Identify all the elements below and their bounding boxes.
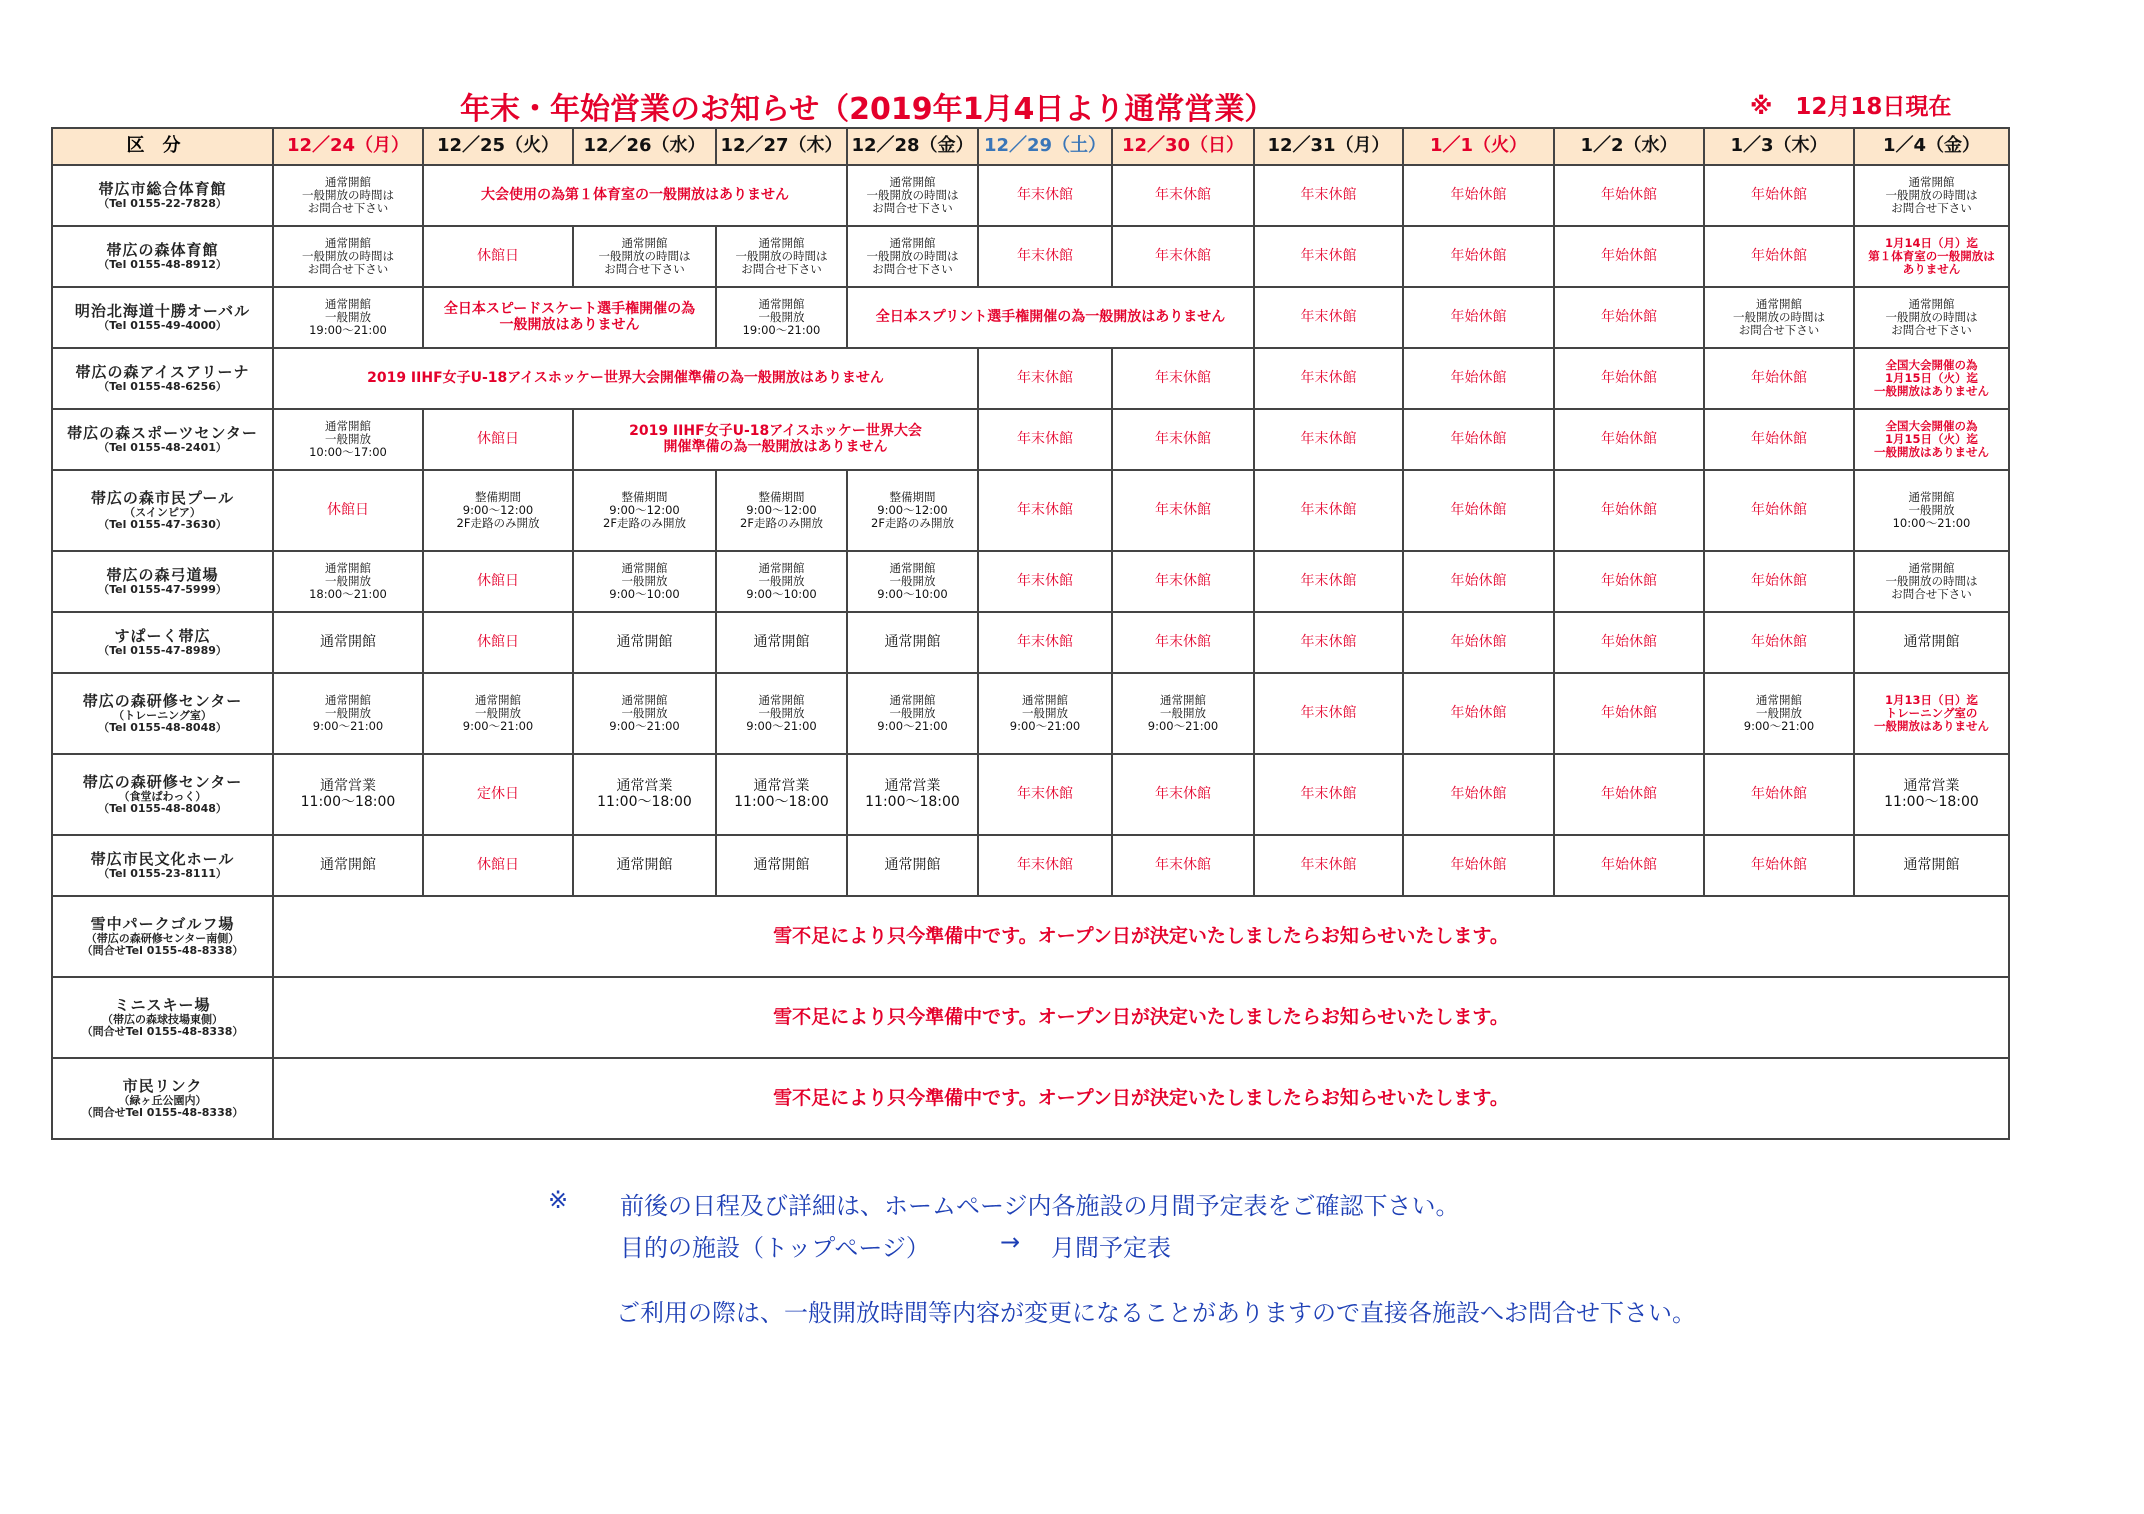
facility-phone: （Tel 0155-47-5999） (98, 582, 227, 596)
status-cell: 全日本スプリント選手権開催の為一般開放はありません (847, 287, 1254, 348)
status-cell: 年始休館 (1403, 551, 1554, 612)
footer-arrow: → (1000, 1228, 1021, 1256)
status-cell: 年始休館 (1403, 165, 1554, 226)
status-cell: 年末休館 (1112, 165, 1254, 226)
status-cell: 通常開館 一般開放の時間は お問合せ下さい (1854, 165, 2009, 226)
status-cell: 通常開館 一般開放 9:00～10:00 (847, 551, 978, 612)
status-cell: 全日本スピードスケート選手権開催の為 一般開放はありません (423, 287, 716, 348)
status-cell: 通常開館 一般開放 9:00～21:00 (978, 673, 1112, 754)
facility-cell (52, 754, 273, 835)
status-cell: 休館日 (423, 551, 573, 612)
status-cell: 整備期間 9:00～12:00 2F走路のみ開放 (423, 470, 573, 551)
status-cell: 年始休館 (1403, 348, 1554, 409)
status-cell: 年始休館 (1403, 409, 1554, 470)
status-cell: 年始休館 (1704, 470, 1854, 551)
status-cell: 通常営業 11:00～18:00 (716, 754, 847, 835)
status-cell: 通常開館 一般開放 9:00～21:00 (423, 673, 573, 754)
table-row (52, 1058, 2009, 1139)
status-cell: 年始休館 (1554, 165, 1704, 226)
footer-note-mark: ※ (548, 1186, 569, 1214)
facility-subtitle: （スインピア） (124, 505, 201, 519)
status-cell: 年末休館 (1254, 612, 1403, 673)
status-cell: 全国大会開催の為 1月15日（火）迄 一般開放はありません (1854, 409, 2009, 470)
status-cell: 年始休館 (1554, 409, 1704, 470)
status-cell: 通常開館 一般開放 9:00～10:00 (716, 551, 847, 612)
status-cell: 年末休館 (1112, 835, 1254, 896)
status-cell: 2019 IIHF女子U-18アイスホッケー世界大会 開催準備の為一般開放はありません (573, 409, 978, 470)
schedule-table (51, 127, 2010, 1140)
status-cell: 通常営業 11:00～18:00 (1854, 754, 2009, 835)
status-cell: 年始休館 (1403, 754, 1554, 835)
header-date: 12／29（土） (978, 128, 1112, 165)
status-cell: 通常開館 (847, 835, 978, 896)
status-cell: 年始休館 (1403, 673, 1554, 754)
status-cell: 定休日 (423, 754, 573, 835)
status-cell: 年始休館 (1704, 348, 1854, 409)
status-cell: 通常開館 一般開放 9:00～21:00 (716, 673, 847, 754)
facility-cell (52, 551, 273, 612)
status-cell: 通常開館 (1854, 835, 2009, 896)
footer-note-2-right: 月間予定表 (1051, 1234, 1171, 1262)
status-cell: 休館日 (423, 409, 573, 470)
status-cell: 通常開館 一般開放 10:00～17:00 (273, 409, 423, 470)
facility-phone: （問合せTel 0155-48-8338） (81, 943, 244, 957)
status-cell: 年始休館 (1704, 165, 1854, 226)
facility-phone: （Tel 0155-48-8048） (98, 720, 227, 734)
facility-subtitle: （食堂ぱわっく） (118, 789, 207, 803)
header-date: 12／25（火） (423, 128, 573, 165)
status-cell: 休館日 (423, 612, 573, 673)
table-row (52, 896, 2009, 977)
status-cell: 通常開館 一般開放 18:00～21:00 (273, 551, 423, 612)
facility-cell (52, 977, 273, 1058)
footer-note-2-left: 目的の施設（トップページ） (620, 1234, 930, 1262)
facility-phone: （Tel 0155-47-3630） (98, 517, 227, 531)
status-cell: 雪不足により只今準備中です。オープン日が決定いたしましたらお知らせいたします。 (273, 977, 2009, 1058)
status-cell: 通常開館 一般開放の時間は お問合せ下さい (716, 226, 847, 287)
status-cell: 雪不足により只今準備中です。オープン日が決定いたしましたらお知らせいたします。 (273, 896, 2009, 977)
status-cell: 通常開館 (847, 612, 978, 673)
header-row (52, 128, 2009, 165)
facility-phone: （Tel 0155-48-2401） (98, 440, 227, 454)
status-cell: 年始休館 (1554, 226, 1704, 287)
status-cell: 年末休館 (1254, 470, 1403, 551)
status-cell: 年末休館 (1112, 551, 1254, 612)
status-cell: 通常開館 一般開放 10:00～21:00 (1854, 470, 2009, 551)
status-cell: 通常開館 一般開放 9:00～21:00 (573, 673, 716, 754)
status-cell: 年始休館 (1554, 470, 1704, 551)
facility-phone: （Tel 0155-47-8989） (98, 643, 227, 657)
status-cell: 年末休館 (1112, 612, 1254, 673)
facility-phone: （Tel 0155-23-8111） (98, 866, 227, 880)
facility-name: 帯広の森研修センター (82, 691, 243, 710)
footer-note-1: 前後の日程及び詳細は、ホームページ内各施設の月間予定表をご確認下さい。 (620, 1192, 1460, 1220)
header-date: 12／30（日） (1112, 128, 1254, 165)
facility-name: 雪中パークゴルフ場 (90, 914, 235, 933)
facility-phone: （Tel 0155-48-6256） (98, 379, 227, 393)
facility-phone: （Tel 0155-22-7828） (98, 196, 227, 210)
status-cell: 年始休館 (1704, 409, 1854, 470)
status-cell: 1月14日（月）迄 第１体育室の一般開放は ありません (1854, 226, 2009, 287)
status-cell: 年末休館 (978, 754, 1112, 835)
status-cell: 年始休館 (1403, 226, 1554, 287)
header-date: 12／26（水） (573, 128, 716, 165)
status-cell: 通常営業 11:00～18:00 (847, 754, 978, 835)
facility-name: 帯広の森市民プール (90, 488, 235, 507)
facility-phone: （問合せTel 0155-48-8338） (81, 1024, 244, 1038)
facility-name: すぱーく帯広 (114, 626, 211, 645)
status-cell: 通常開館 一般開放 19:00～21:00 (716, 287, 847, 348)
table-row (52, 226, 2009, 287)
status-cell: 年始休館 (1403, 612, 1554, 673)
status-cell: 年末休館 (978, 612, 1112, 673)
status-cell: 通常開館 一般開放の時間は お問合せ下さい (847, 165, 978, 226)
status-cell: 年始休館 (1704, 754, 1854, 835)
status-cell: 年末休館 (1254, 551, 1403, 612)
table-row (52, 287, 2009, 348)
status-cell: 通常開館 一般開放の時間は お問合せ下さい (573, 226, 716, 287)
status-cell: 通常営業 11:00～18:00 (573, 754, 716, 835)
status-cell: 年始休館 (1704, 551, 1854, 612)
status-cell: 年始休館 (1403, 470, 1554, 551)
facility-cell (52, 409, 273, 470)
status-cell: 年末休館 (978, 835, 1112, 896)
table-row (52, 754, 2009, 835)
status-cell: 年始休館 (1704, 835, 1854, 896)
status-cell: 年始休館 (1554, 551, 1704, 612)
as-of-date: ※ 12月18日現在 (1750, 94, 1952, 120)
header-date: 1／3（木） (1704, 128, 1854, 165)
facility-name: 帯広市民文化ホール (90, 849, 235, 868)
status-cell: 年始休館 (1554, 348, 1704, 409)
facility-subtitle: （帯広の森研修センター南側） (85, 931, 240, 945)
status-cell: 通常開館 一般開放 9:00～10:00 (573, 551, 716, 612)
status-cell: 年末休館 (1112, 470, 1254, 551)
header-facility: 区分 (52, 128, 273, 165)
status-cell: 通常開館 (573, 835, 716, 896)
table-row (52, 612, 2009, 673)
status-cell: 年末休館 (978, 165, 1112, 226)
table-row (52, 835, 2009, 896)
status-cell: 通常開館 一般開放の時間は お問合せ下さい (1854, 551, 2009, 612)
status-cell: 整備期間 9:00～12:00 2F走路のみ開放 (573, 470, 716, 551)
status-cell: 通常開館 (573, 612, 716, 673)
facility-name: 帯広の森弓道場 (106, 565, 219, 584)
status-cell: 整備期間 9:00～12:00 2F走路のみ開放 (716, 470, 847, 551)
facility-name: ミニスキー場 (114, 995, 211, 1014)
facility-name: 帯広の森研修センター (82, 772, 243, 791)
header-date: 1／1（火） (1403, 128, 1554, 165)
table-row (52, 551, 2009, 612)
status-cell: 通常営業 11:00～18:00 (273, 754, 423, 835)
status-cell: 通常開館 一般開放 9:00～21:00 (847, 673, 978, 754)
header-date: 12／27（木） (716, 128, 847, 165)
status-cell: 年末休館 (1254, 348, 1403, 409)
status-cell: 大会使用の為第１体育室の一般開放はありません (423, 165, 847, 226)
status-cell: 通常開館 一般開放 9:00～21:00 (1704, 673, 1854, 754)
status-cell: 年末休館 (978, 470, 1112, 551)
status-cell: 全国大会開催の為 1月15日（火）迄 一般開放はありません (1854, 348, 2009, 409)
status-cell: 休館日 (273, 470, 423, 551)
status-cell: 年末休館 (1254, 165, 1403, 226)
status-cell: 年始休館 (1704, 612, 1854, 673)
facility-subtitle: （帯広の森球技場東側） (102, 1012, 223, 1026)
facility-cell (52, 287, 273, 348)
facility-cell (52, 835, 273, 896)
status-cell: 通常開館 一般開放の時間は お問合せ下さい (1704, 287, 1854, 348)
header-date: 12／31（月） (1254, 128, 1403, 165)
status-cell: 年始休館 (1554, 754, 1704, 835)
facility-cell (52, 673, 273, 754)
facility-name: 帯広の森アイスアリーナ (75, 362, 250, 381)
status-cell: 年末休館 (1112, 409, 1254, 470)
status-cell: 年末休館 (978, 226, 1112, 287)
facility-name: 帯広市総合体育館 (98, 179, 227, 198)
status-cell: 整備期間 9:00～12:00 2F走路のみ開放 (847, 470, 978, 551)
facility-name: 市民リンク (122, 1076, 203, 1095)
page-title: 年末・年始営業のお知らせ（2019年1月4日より通常営業） (460, 92, 1275, 127)
table-row (52, 409, 2009, 470)
status-cell: 年末休館 (1112, 754, 1254, 835)
status-cell: 通常開館 一般開放の時間は お問合せ下さい (847, 226, 978, 287)
status-cell: 通常開館 (1854, 612, 2009, 673)
status-cell: 年末休館 (1112, 348, 1254, 409)
facility-cell (52, 612, 273, 673)
header-date: 1／2（水） (1554, 128, 1704, 165)
schedule-body (52, 165, 2009, 1139)
facility-phone: （Tel 0155-48-8912） (98, 257, 227, 271)
table-row (52, 673, 2009, 754)
status-cell: 年末休館 (1254, 754, 1403, 835)
facility-cell (52, 470, 273, 551)
facility-cell (52, 1058, 273, 1139)
status-cell: 休館日 (423, 835, 573, 896)
status-cell: 通常開館 一般開放 19:00～21:00 (273, 287, 423, 348)
footer-note-3: ご利用の際は、一般開放時間等内容が変更になることがありますので直接各施設へお問合せ下さい。 (616, 1299, 1696, 1327)
status-cell: 年末休館 (1112, 226, 1254, 287)
status-cell: 年末休館 (1254, 226, 1403, 287)
table-row (52, 470, 2009, 551)
facility-phone: （Tel 0155-49-4000） (98, 318, 227, 332)
status-cell: 通常開館 (716, 612, 847, 673)
header-date: 12／24（月） (273, 128, 423, 165)
status-cell: 年始休館 (1554, 673, 1704, 754)
status-cell: 通常開館 一般開放 9:00～21:00 (273, 673, 423, 754)
status-cell: 年末休館 (1254, 287, 1403, 348)
status-cell: 1月13日（日）迄 トレーニング室の 一般開放はありません (1854, 673, 2009, 754)
status-cell: 2019 IIHF女子U-18アイスホッケー世界大会開催準備の為一般開放はありません (273, 348, 978, 409)
status-cell: 通常開館 (273, 835, 423, 896)
status-cell: 通常開館 一般開放の時間は お問合せ下さい (273, 165, 423, 226)
facility-phone: （問合せTel 0155-48-8338） (81, 1105, 244, 1119)
status-cell: 年末休館 (978, 551, 1112, 612)
status-cell: 年末休館 (1254, 673, 1403, 754)
status-cell: 通常開館 (273, 612, 423, 673)
facility-name: 明治北海道十勝オーバル (74, 301, 251, 320)
facility-name: 帯広の森スポーツセンター (67, 423, 258, 442)
status-cell: 年始休館 (1403, 287, 1554, 348)
status-cell: 年末休館 (978, 348, 1112, 409)
status-cell: 年始休館 (1704, 226, 1854, 287)
status-cell: 休館日 (423, 226, 573, 287)
facility-subtitle: （トレーニング室） (113, 708, 212, 722)
status-cell: 雪不足により只今準備中です。オープン日が決定いたしましたらお知らせいたします。 (273, 1058, 2009, 1139)
status-cell: 年末休館 (1254, 409, 1403, 470)
status-cell: 年末休館 (1254, 835, 1403, 896)
status-cell: 年始休館 (1403, 835, 1554, 896)
facility-phone: （Tel 0155-48-8048） (98, 801, 227, 815)
status-cell: 通常開館 一般開放の時間は お問合せ下さい (273, 226, 423, 287)
status-cell: 年末休館 (978, 409, 1112, 470)
facility-cell (52, 165, 273, 226)
table-row (52, 977, 2009, 1058)
status-cell: 通常開館 一般開放の時間は お問合せ下さい (1854, 287, 2009, 348)
table-row (52, 348, 2009, 409)
status-cell: 年始休館 (1554, 287, 1704, 348)
status-cell: 年始休館 (1554, 835, 1704, 896)
facility-cell (52, 226, 273, 287)
header-date: 12／28（金） (847, 128, 978, 165)
status-cell: 年始休館 (1554, 612, 1704, 673)
status-cell: 通常開館 (716, 835, 847, 896)
header-date: 1／4（金） (1854, 128, 2009, 165)
status-cell: 通常開館 一般開放 9:00～21:00 (1112, 673, 1254, 754)
facility-cell (52, 348, 273, 409)
facility-subtitle: （緑ヶ丘公園内） (118, 1093, 207, 1107)
table-row (52, 165, 2009, 226)
facility-cell (52, 896, 273, 977)
facility-name: 帯広の森体育館 (106, 240, 219, 259)
